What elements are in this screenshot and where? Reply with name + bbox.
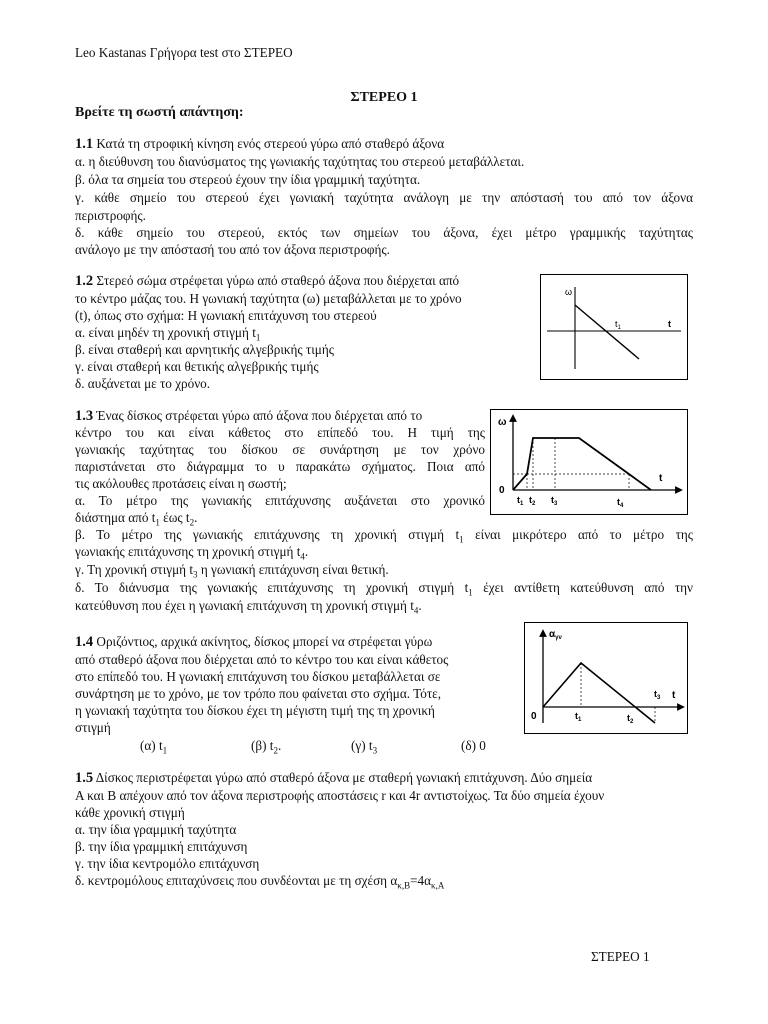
option-a: α. την ίδια γραμμική ταχύτητα [75, 822, 237, 837]
stem-line: (t), όπως στο σχήμα: Η γωνιακή επιτάχυνση του στερεού [75, 308, 377, 323]
t3-label: $t_3$ [551, 495, 558, 507]
question-number: 1.2 [75, 273, 94, 289]
option-a: α. Το μέτρο της γωνιακής επιτάχυνσης αυξάνεται στο χρονικό [75, 493, 485, 508]
option-b-cont: γωνιακής επιτάχυνσης τη χρονική στιγμή $t_4$. [75, 544, 309, 562]
t2-label: $t_2$ [627, 713, 634, 725]
instruction: Βρείτε τη σωστή απάντηση: [75, 105, 244, 120]
stem-line: Α και Β απέχουν από τον άξονα περιστροφής αποστάσεις r και 4r αντιστοίχως. Τα δύο σημεία έχουν [75, 788, 605, 803]
option-c: γ. είναι σταθερή και θετικής αλγεβρικής τιμής [75, 359, 319, 374]
page-footer: ΣΤΕΡΕΟ 1 [591, 949, 650, 964]
stem-line: η γωνιακή ταχύτητα του δίσκου έχει τη μέγιστη τιμή της τη χρονική [75, 703, 435, 718]
question-1-4: 1.4 Οριζόντιος, αρχικά ακίνητος, δίσκος μπορεί να στρέφεται γύρω [75, 634, 433, 650]
y-label: ω [498, 417, 507, 428]
x-label: t [668, 319, 671, 329]
stem-line: παριστάνεται στο διάγραμμα το υ παρακάτω σχήματος. Ποια από [75, 459, 485, 474]
option-d: δ. Το διάνυσμα της γωνιακής επιτάχυνσης τη χρονική στιγμή $t_1$ έχει αντίθετη κατεύθυνση από την [75, 580, 694, 598]
option-b: β. την ίδια γραμμική επιτάχυνση [75, 839, 248, 854]
origin-label: 0 [499, 485, 505, 496]
page-title: ΣΤΕΡΕΟ 1 [350, 90, 418, 105]
answer-option-c: (γ) $t_3$ [351, 738, 378, 756]
stem-line: γωνιακής ταχύτητας του δίσκου σε συνάρτηση με τον χρόνο [75, 442, 485, 457]
stem-line: στο επίπεδό του. Η γωνιακή επιτάχυνση του δίσκου μεταβάλλεται σε [75, 669, 441, 684]
graph-1-3 [490, 409, 688, 515]
option-d: δ. κάθε σημείο του στερεού, εκτός των σημείων του άξονα, έχει μέτρο γραμμικής ταχύτητας [75, 225, 693, 240]
answer-option-d: (δ) 0 [461, 738, 486, 753]
stem-line: κέντρο του και είναι κάθετος στο επίπεδό του. Η τιμή της [75, 425, 485, 440]
option-a-cont: διάστημα από $t_1$ έως $t_2$. [75, 510, 198, 528]
option-a: α. η διεύθυνση του διανύσματος της γωνιακής ταχύτητας του στερεού μεταβάλλεται. [75, 154, 525, 169]
graph-1-4 [524, 622, 688, 734]
question-1-1 [75, 135, 444, 154]
option-b: β. είναι σταθερή και αρνητικής αλγεβρικής τιμής [75, 342, 334, 357]
origin-label: 0 [531, 711, 537, 722]
option-b: β. Το μέτρο της γωνιακής επιτάχυνσης τη χρονική στιγμή $t_1$ είναι μικρότερο από το μέτρο της [75, 527, 693, 545]
t1-label: $t_1$ [615, 319, 621, 331]
t2-label: $t_2$ [529, 495, 536, 507]
answer-option-b: (β) $t_2$. [251, 738, 282, 756]
stem-line: από σταθερό άξονα που διέρχεται από το κέντρο του και είναι κάθετος [75, 652, 449, 667]
x-label: t [672, 690, 676, 701]
y-label: ω [565, 287, 573, 297]
option-c: γ. κάθε σημείο του στερεού έχει γωνιακή ταχύτητα ανάλογη με την απόστασή του από τον άξονα [75, 190, 693, 205]
answer-option-a: (α) $t_1$ [140, 738, 168, 756]
option-c: γ. την ίδια κεντρομόλο επιτάχυνση [75, 856, 260, 871]
option-c-cont: περιστροφής. [75, 208, 146, 223]
option-b: β. όλα τα σημεία του στερεού έχουν την ίδια γραμμική ταχύτητα. [75, 172, 421, 187]
stem-line: τις ακόλουθες προτάσεις είναι η σωστή; [75, 476, 287, 491]
option-d: δ. κεντρομόλους επιταχύνσεις που συνδέονται με τη σχέση $\alpha_{\kappa,B}=4\alpha_{\kappa,A}$ [75, 873, 445, 891]
question-number: 1.4 [75, 634, 94, 650]
accel-curve [543, 663, 655, 723]
stem-line: το κέντρο μάζας του. Η γωνιακή ταχύτητα (ω) μεταβάλλεται με το χρόνο [75, 291, 462, 306]
graph-1-2 [540, 274, 688, 380]
option-d-cont: κατεύθυνση που έχει η γωνιακή επιτάχυνση τη χρονική στιγμή $t_4$. [75, 598, 422, 616]
omega-line [575, 305, 639, 359]
option-a: α. είναι μηδέν τη χρονική στιγμή $t_1$ [75, 325, 261, 343]
question-number: 1.3 [75, 408, 94, 424]
question-1-3: 1.3 Ένας δίσκος στρέφεται γύρω από άξονα που διέρχεται από το [75, 408, 423, 424]
y-label: $\alpha_{\gamma\nu}$ [549, 629, 562, 641]
stem-line: στιγμή [75, 720, 111, 735]
t1-label: $t_1$ [517, 495, 524, 507]
question-number: 1.5 [75, 770, 94, 786]
t4-label: $t_4$ [617, 497, 624, 509]
option-c: γ. Τη χρονική στιγμή $t_3$ η γωνιακή επιτάχυνση είναι θετική. [75, 562, 389, 580]
page-header: Leo Kastanas Γρήγορα test στο ΣΤΕΡΕΟ [75, 45, 293, 60]
question-1-5: 1.5 Δίσκος περιστρέφεται γύρω από σταθερό άξονα με σταθερή γωνιακή επιτάχυνση. Δύο σημεία [75, 770, 593, 786]
option-d-cont: ανάλογο με την απόστασή του από τον άξονα περιστροφής. [75, 242, 390, 257]
question-1-2: 1.2 Στερεό σώμα στρέφεται γύρω από σταθερό άξονα που διέρχεται από [75, 273, 460, 289]
t3-label: $t_3$ [654, 689, 661, 701]
stem-line: κάθε χρονική στιγμή [75, 805, 185, 820]
question-number: 1.1 [75, 136, 94, 152]
x-label: t [659, 473, 663, 484]
stem-line: συνάρτηση με το χρόνο, με τον τρόπο που φαίνεται στο σχήμα. Τότε, [75, 686, 442, 701]
omega-curve [513, 438, 651, 490]
question-stem: Κατά τη στροφική κίνηση ενός στερεού γύρω από σταθερό άξονα [93, 136, 445, 151]
option-d: δ. αυξάνεται με το χρόνο. [75, 376, 211, 391]
t1-label: $t_1$ [575, 711, 582, 723]
